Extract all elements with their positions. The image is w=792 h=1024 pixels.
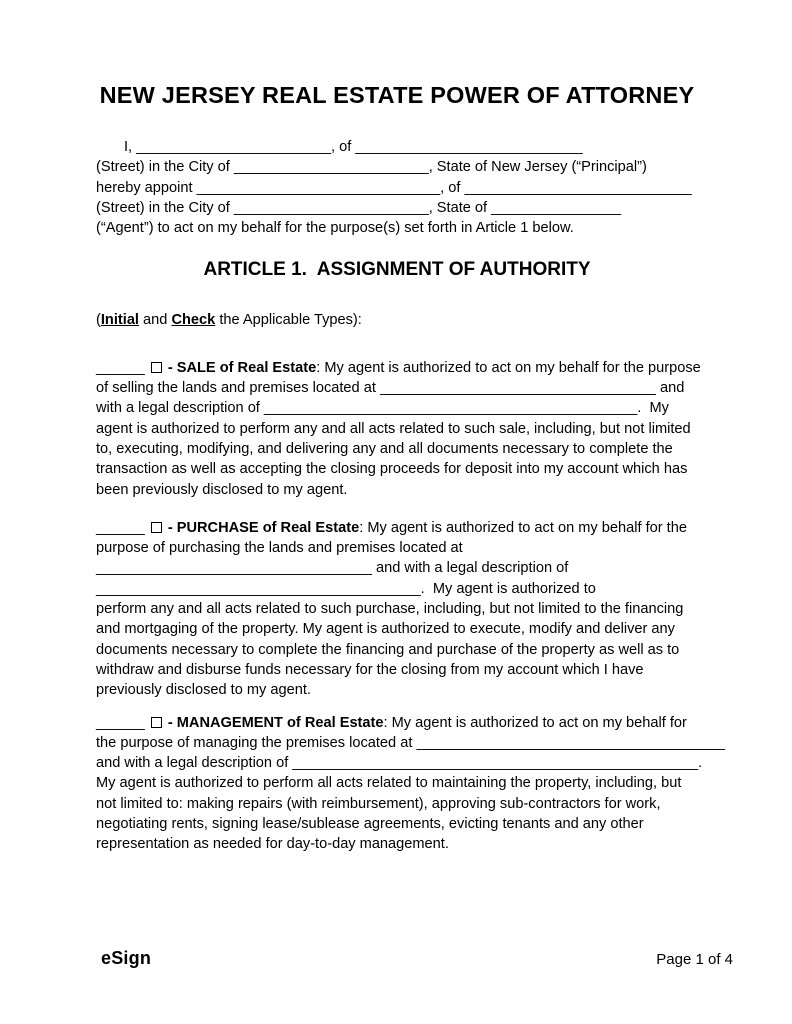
text-segment: been previously disclosed to my agent. [96, 481, 348, 498]
text-segment: Check [171, 312, 216, 329]
text-segment: (Street) in the City of [96, 159, 234, 176]
fill-in-blank[interactable]: ________________________ [233, 159, 429, 176]
text-segment: and [138, 312, 172, 329]
fill-in-blank[interactable]: ______________________________________________ [263, 400, 638, 417]
text-segment: and [655, 380, 685, 397]
text-line [96, 218, 698, 238]
principal-agent-intro [96, 137, 698, 238]
text-line [96, 480, 698, 500]
fill-in-blank[interactable]: __________________________________ [379, 380, 656, 397]
section-management-of-real-estate [96, 713, 725, 855]
text-segment: negotiating rents, signing lease/sublease agreements, evicting tenants and any other [96, 816, 644, 833]
text-line [96, 599, 698, 619]
text-line [96, 310, 698, 330]
text-line [96, 538, 698, 558]
esign-logo: eSign [101, 948, 152, 968]
text-segment [145, 360, 149, 376]
text-line [96, 814, 698, 834]
text-segment: (“Agent”) to act on my behalf for the purpose(s) set forth in Article 1 below. [96, 220, 574, 237]
text-segment: , of [440, 179, 465, 196]
text-segment: : My agent is authorized to act on my behalf for the purpose [316, 359, 701, 376]
text-segment: , of [330, 139, 356, 155]
text-line [96, 439, 698, 459]
fill-in-blank[interactable]: ________________________ [233, 199, 429, 216]
text-segment: transaction as well as accepting the closing proceeds for deposit into my account which has [96, 461, 688, 478]
document-title: NEW JERSEY REAL ESTATE POWER OF ATTORNEY [99, 82, 695, 108]
text-segment: hereby appoint [96, 179, 197, 196]
text-segment: . My [637, 400, 669, 417]
page-footer [101, 948, 733, 969]
text-line [96, 680, 698, 700]
text-line [96, 640, 698, 660]
fill-in-blank[interactable]: ______________________________________ [416, 734, 725, 751]
section-sale-of-real-estate [96, 358, 701, 500]
initial-check-instruction [96, 310, 698, 330]
sale-checkbox-icon[interactable] [151, 362, 162, 373]
fill-in-blank[interactable]: ____________________________ [464, 179, 692, 196]
text-segment: documents necessary to complete the financing and purchase of the property as well as to [96, 641, 680, 658]
text-line [96, 459, 698, 479]
text-segment: purpose of purchasing the lands and premises located at [96, 540, 463, 557]
text-line [96, 198, 698, 218]
text-line [96, 713, 698, 733]
text-segment [145, 715, 149, 731]
text-segment [145, 520, 149, 536]
fill-in-blank[interactable]: ________________________ [136, 139, 331, 155]
text-segment: and with a legal description of [371, 560, 569, 577]
fill-in-blank[interactable]: __________________________________________________ [292, 755, 699, 772]
text-segment: : My agent is authorized to act on my behalf for [383, 714, 687, 731]
management-checkbox-icon[interactable] [151, 717, 162, 728]
text-line [96, 834, 698, 854]
fill-in-blank[interactable]: ________________________________________ [96, 580, 421, 597]
text-line [96, 619, 698, 639]
fill-in-blank[interactable]: ____________________________ [355, 139, 583, 155]
text-line [96, 419, 698, 439]
text-segment: not limited to: making repairs (with reimbursement), approving sub-contractors for work, [96, 795, 661, 812]
text-segment: and with a legal description of [96, 755, 293, 772]
text-segment: My agent is authorized to perform all acts related to maintaining the property, including, but [96, 775, 682, 792]
text-line [96, 378, 698, 398]
text-segment: agent is authorized to perform any and all acts related to such sale, including, but not limited [96, 420, 691, 437]
text-segment: withdraw and disburse funds necessary for the closing from my account which I have [96, 661, 644, 678]
fill-in-blank[interactable]: ______ [96, 714, 145, 731]
text-segment: - MANAGEMENT of Real Estate [167, 714, 384, 731]
text-line [96, 579, 698, 599]
text-segment: - SALE of Real Estate [167, 359, 317, 376]
section-purchase-of-real-estate [96, 518, 698, 701]
purchase-checkbox-icon[interactable] [151, 522, 162, 533]
text-segment: ( [96, 312, 101, 329]
text-segment: (Street) in the City of [96, 199, 234, 216]
text-line [96, 660, 698, 680]
text-segment: I, [124, 139, 137, 155]
text-segment: . [698, 755, 703, 772]
fill-in-blank[interactable]: ______ [96, 519, 145, 536]
text-line [96, 137, 698, 157]
text-line [96, 733, 725, 753]
text-segment: perform any and all acts related to such purchase, including, but not limited to the financing [96, 601, 684, 618]
text-segment: previously disclosed to my agent. [96, 682, 311, 699]
text-segment: to, executing, modifying, and delivering any and all documents necessary to complete the [96, 440, 673, 457]
text-segment: , State of [428, 199, 492, 216]
text-segment: , State of New Jersey (“Principal”) [428, 159, 647, 176]
text-segment: representation as needed for day-to-day management. [96, 836, 449, 853]
text-segment: Initial [100, 312, 139, 329]
fill-in-blank[interactable]: __________________________________ [96, 560, 372, 577]
text-line [96, 157, 698, 177]
article-1-heading: ARTICLE 1. ASSIGNMENT OF AUTHORITY [203, 259, 591, 281]
text-segment: and mortgaging of the property. My agent is authorized to execute, modify and deliver any [96, 621, 675, 638]
text-segment: the purpose of managing the premises located at [96, 734, 417, 751]
text-line [96, 753, 703, 773]
text-segment: : My agent is authorized to act on my behalf for the [359, 519, 687, 536]
text-line [96, 358, 701, 378]
text-segment: the Applicable Types): [215, 312, 362, 329]
text-line [96, 398, 698, 418]
text-line [96, 178, 698, 198]
text-line [96, 794, 698, 814]
page-number: Page 1 of 4 [656, 951, 733, 968]
text-segment: - PURCHASE of Real Estate [167, 519, 360, 536]
text-line [96, 558, 698, 578]
text-line [96, 518, 698, 538]
text-segment: with a legal description of [96, 400, 264, 417]
text-line [96, 773, 698, 793]
text-segment: of selling the lands and premises located at [96, 380, 380, 397]
fill-in-blank[interactable]: ________________ [491, 199, 622, 216]
fill-in-blank[interactable]: ______ [96, 359, 145, 376]
fill-in-blank[interactable]: ______________________________ [196, 179, 441, 196]
text-segment: . My agent is authorized to [420, 580, 596, 597]
